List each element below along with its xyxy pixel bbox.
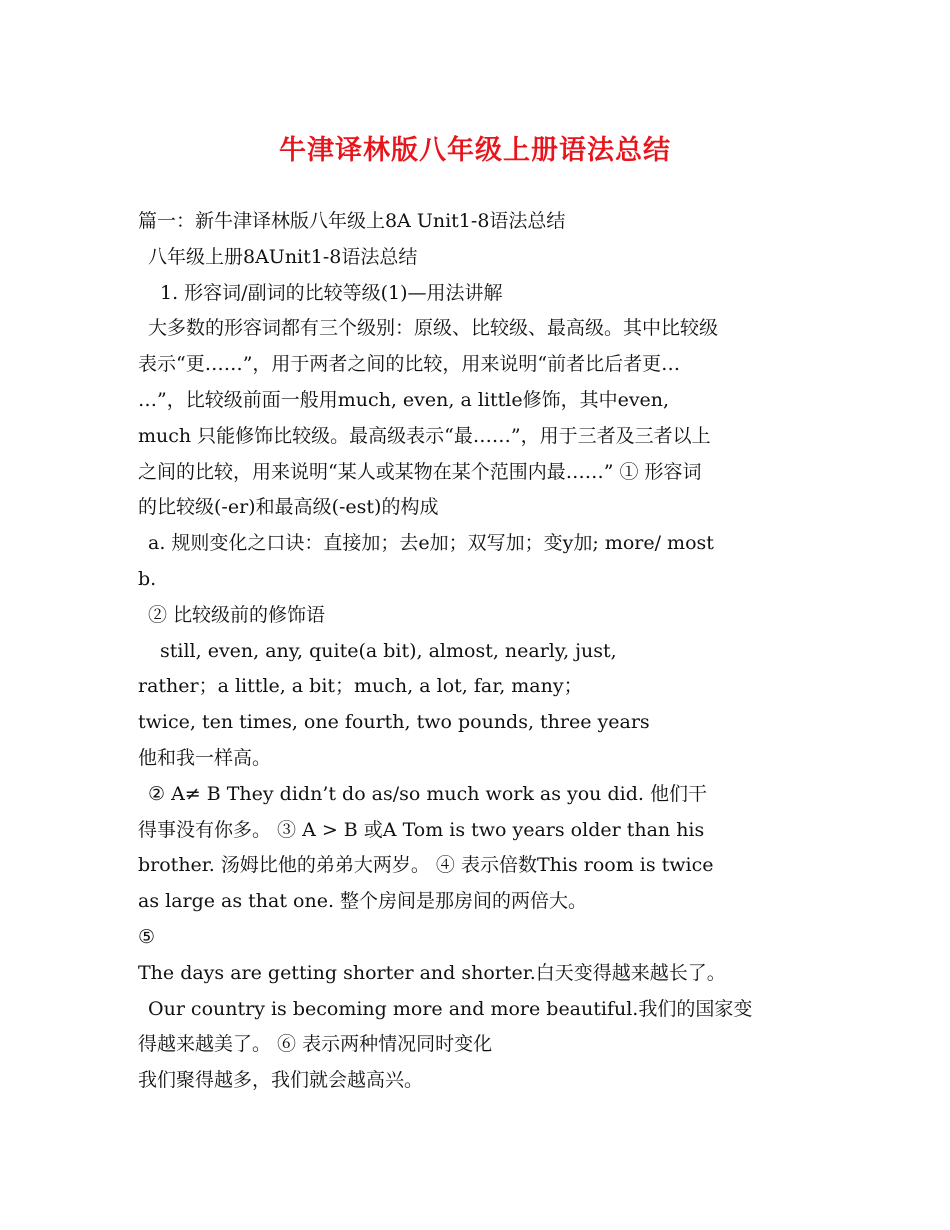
example-line: 我们聚得越多，我们就会越高兴。 — [138, 1069, 424, 1092]
example-line: 得越来越美了。 ⑥ 表示两种情况同时变化 — [138, 1033, 493, 1056]
example-line: 他和我一样高。 — [138, 746, 272, 769]
paragraph-line: much 只能修饰比较级。最高级表示“最……”，用于三者及三者以上 — [138, 424, 711, 447]
example-line: 得事没有你多。 ③ A > B 或A Tom is two years older than his — [138, 818, 705, 841]
document-body — [138, 204, 812, 1099]
example-line: The days are getting shorter and shorter.白天变得越来越长了。 — [138, 961, 726, 984]
paragraph-line: 大多数的形容词都有三个级别：原级、比较级、最高级。其中比较级 — [148, 317, 719, 340]
modifier-list-line: twice, ten times, one fourth, two pounds, three years — [138, 711, 650, 734]
rule-line: b. — [138, 567, 157, 590]
paragraph-line: 之间的比较，用来说明“某人或某物在某个范围内最……” ① 形容词 — [138, 460, 702, 483]
paragraph-line: 的比较级(-er)和最高级(-est)的构成 — [138, 496, 439, 519]
rule-line: a. 规则变化之口诀：直接加；去e加；双写加；变y加; more/ most — [148, 532, 714, 555]
section-heading: 篇一：新牛津译林版八年级上8A Unit1-8语法总结 — [138, 210, 566, 232]
modifier-heading: ② 比较级前的修饰语 — [148, 603, 326, 626]
example-line: brother. 汤姆比他的弟弟大两岁。 ④ 表示倍数This room is twice — [138, 854, 714, 877]
paragraph-line: …”，比较级前面一般用much, even, a little修饰，其中even, — [138, 388, 670, 411]
example-line: Our country is becoming more and more beautiful.我们的国家变 — [148, 997, 753, 1020]
subheading: 八年级上册8AUnit1-8语法总结 — [148, 245, 418, 268]
topic-heading: 1. 形容词/副词的比较等级(1)—用法讲解 — [160, 281, 503, 304]
example-line: as large as that one. 整个房间是那房间的两倍大。 — [138, 890, 588, 913]
example-line: ② A≠ B They didn’t do as/so much work as you did. 他们干 — [148, 782, 707, 805]
modifier-list-line: still, even, any, quite(a bit), almost, nearly, just, — [160, 639, 617, 662]
example-number: ⑤ — [138, 925, 156, 948]
paragraph-line: 表示“更……”，用于两者之间的比较，用来说明“前者比后者更… — [138, 353, 681, 376]
modifier-list-line: rather；a little, a bit；much, a lot, far, many； — [138, 675, 583, 698]
document-title: 牛津译林版八年级上册语法总结 — [279, 135, 671, 166]
